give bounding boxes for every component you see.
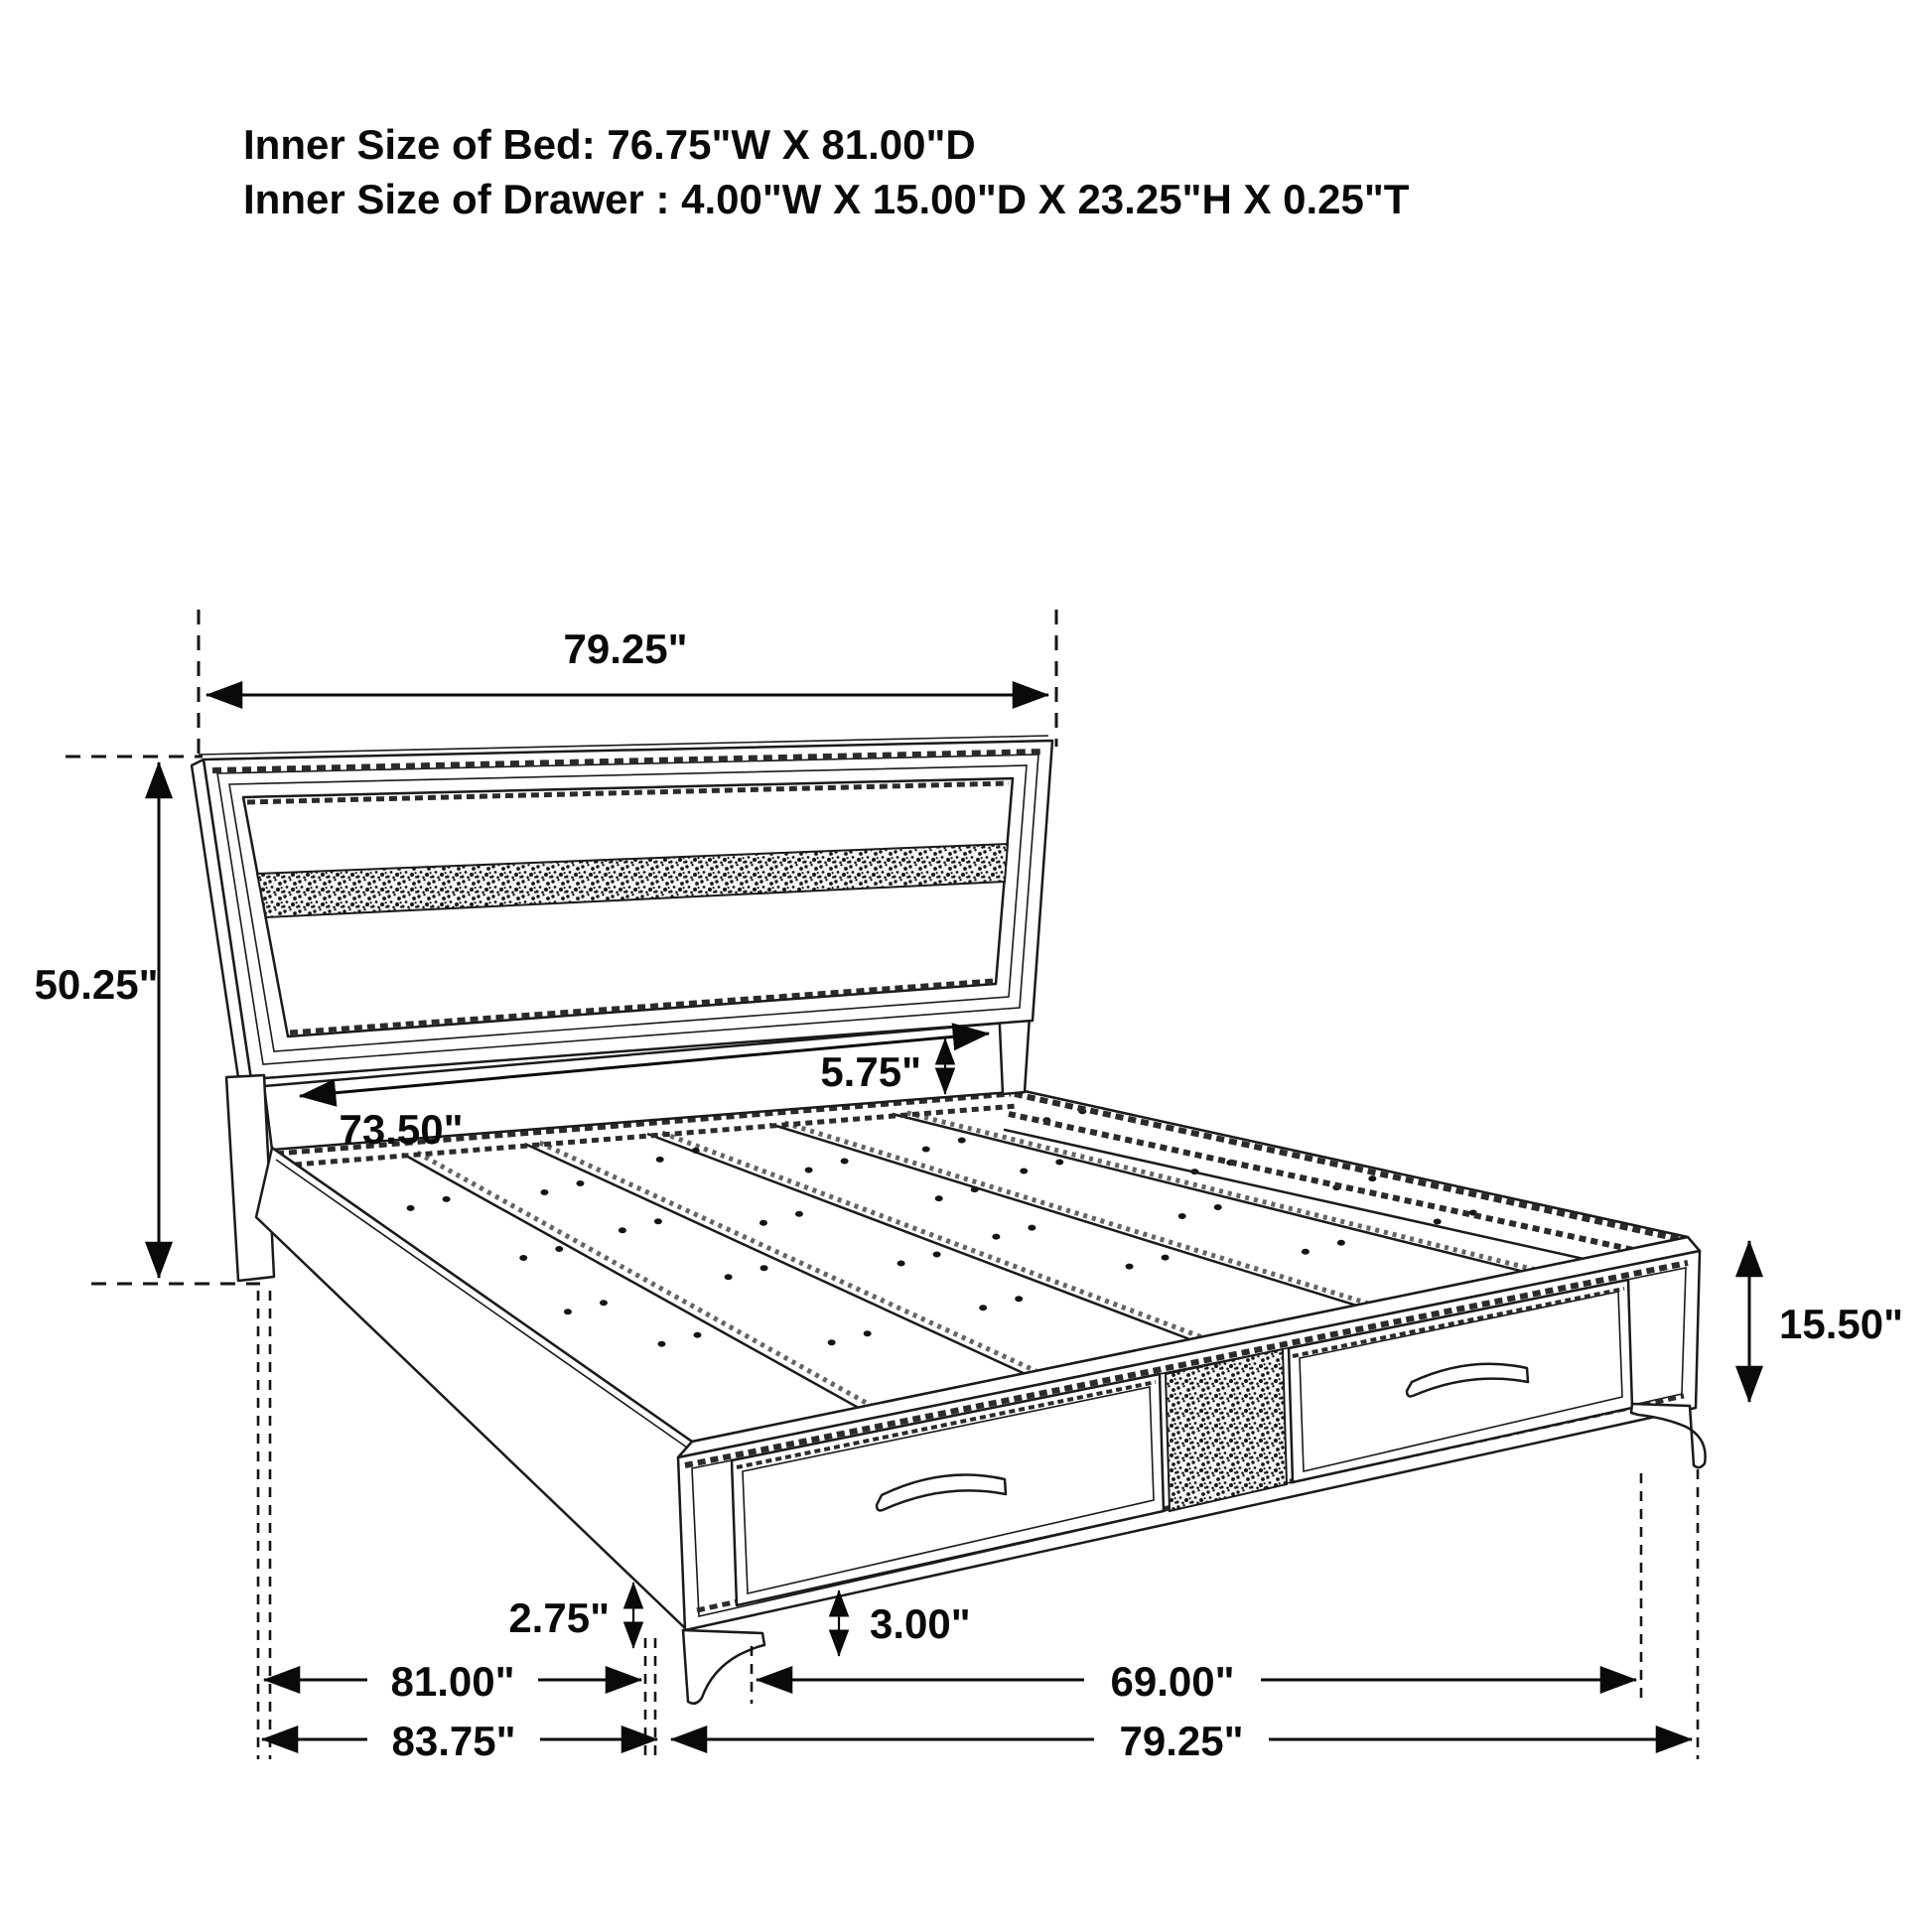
footboard-foot-right — [1631, 1404, 1706, 1467]
title-line-drawer: Inner Size of Drawer : 4.00"W X 15.00"D X 23.25"H X 0.25"T — [243, 176, 1410, 222]
title-block — [243, 121, 1410, 222]
dim-overall-length — [262, 1714, 657, 1764]
dim-headboard-inner-width-label: 73.50" — [339, 1106, 464, 1153]
dim-footboard-width — [671, 1714, 1692, 1764]
dim-rail-height-label: 5.75" — [820, 1048, 921, 1095]
dim-overall-length-label: 83.75" — [391, 1718, 516, 1764]
bed-drawing — [192, 736, 1706, 1704]
dim-drawer-section-width-label: 69.00" — [1110, 1658, 1235, 1705]
footboard-glitter-panel — [1166, 1349, 1287, 1511]
dim-footboard-height — [1749, 1241, 1903, 1402]
dim-footboard-height-label: 15.50" — [1779, 1301, 1904, 1347]
dim-footboard-clearance-label: 3.00" — [870, 1600, 971, 1647]
title-line-bed: Inner Size of Bed: 76.75"W X 81.00"D — [243, 121, 976, 168]
dim-inner-length-label: 81.00" — [390, 1658, 515, 1705]
dim-headboard-width — [199, 610, 1056, 762]
dim-headboard-height-label: 50.25" — [34, 961, 159, 1008]
dim-drawer-section-width — [757, 1654, 1636, 1705]
dim-inner-length — [264, 1654, 641, 1705]
dim-headboard-width-label: 79.25" — [563, 625, 688, 672]
dim-side-rail-clearance — [508, 1583, 633, 1648]
dim-side-rail-clearance-label: 2.75" — [508, 1594, 610, 1641]
dim-footboard-width-label: 79.25" — [1119, 1718, 1244, 1764]
